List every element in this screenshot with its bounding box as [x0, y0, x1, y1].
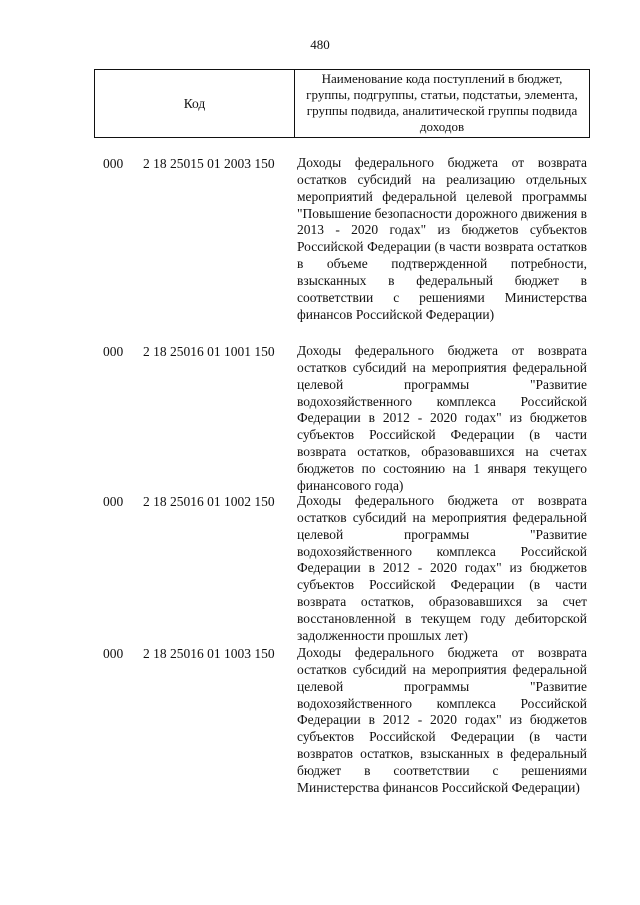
income-code: 2 18 25016 01 1002 150: [143, 494, 275, 509]
income-description: Доходы федерального бюджета от возврата остатков субсидий на мероприятия федеральной целевой программы "Развитие водохозяйственного комплекса Российской Федерации в 2012 - 2020 годах" из бюджетов субъектов Российской Федерации (в части возврата остатков, образовавшихся на счетах бюджетов по состоянию на 1 января текущего финансового года): [297, 343, 587, 493]
admin-code: 000: [103, 344, 124, 359]
table-row: [0, 493, 640, 645]
income-code: 2 18 25015 01 2003 150: [143, 156, 275, 171]
table-header: [94, 69, 590, 138]
income-description: Доходы федерального бюджета от возврата остатков субсидий на мероприятия федеральной целевой программы "Развитие водохозяйственного комплекса Российской Федерации в 2012 - 2020 годах" из бюджетов субъектов Российской Федерации (в части возвратов остатков, взысканных в федеральный бюджет в соответствии с решениями Министерства финансов Российской Федерации): [297, 645, 587, 795]
income-code-list: [0, 155, 640, 797]
income-description: Доходы федерального бюджета от возврата остатков субсидий на мероприятия федеральной целевой программы "Развитие водохозяйственного комплекса Российской Федерации в 2012 - 2020 годах" из бюджетов субъектов Российской Федерации (в части возврата остатков, образовавшихся за счет восстановленной в текущем году дебиторской задолженности прошлых лет): [297, 493, 587, 643]
admin-code: 000: [103, 494, 124, 509]
income-description: Доходы федерального бюджета от возврата остатков субсидий на реализацию отдельных мероприятий федеральной целевой программы "Повышение безопасности дорожного движения в 2013 - 2020 годах" из бюджетов субъектов Российской Федерации (в части возврата остатков в объеме подтвержденной потребности, взысканных в федеральный бюджет в соответствии с решениями Министерства финансов Российской Федерации): [297, 155, 587, 322]
income-code: 2 18 25016 01 1001 150: [143, 344, 275, 359]
table-row: [0, 343, 640, 493]
page-number: 480: [310, 37, 330, 52]
admin-code: 000: [103, 156, 124, 171]
table-row: [0, 645, 640, 797]
admin-code: 000: [103, 646, 124, 661]
header-name-label: Наименование кода поступлений в бюджет, группы, подгруппы, статьи, подстатьи, элемента, группы подвида, аналитической группы подвида доходов: [306, 71, 578, 134]
income-code: 2 18 25016 01 1003 150: [143, 646, 275, 661]
table-row: [0, 155, 640, 343]
header-code-label: Код: [95, 70, 295, 137]
